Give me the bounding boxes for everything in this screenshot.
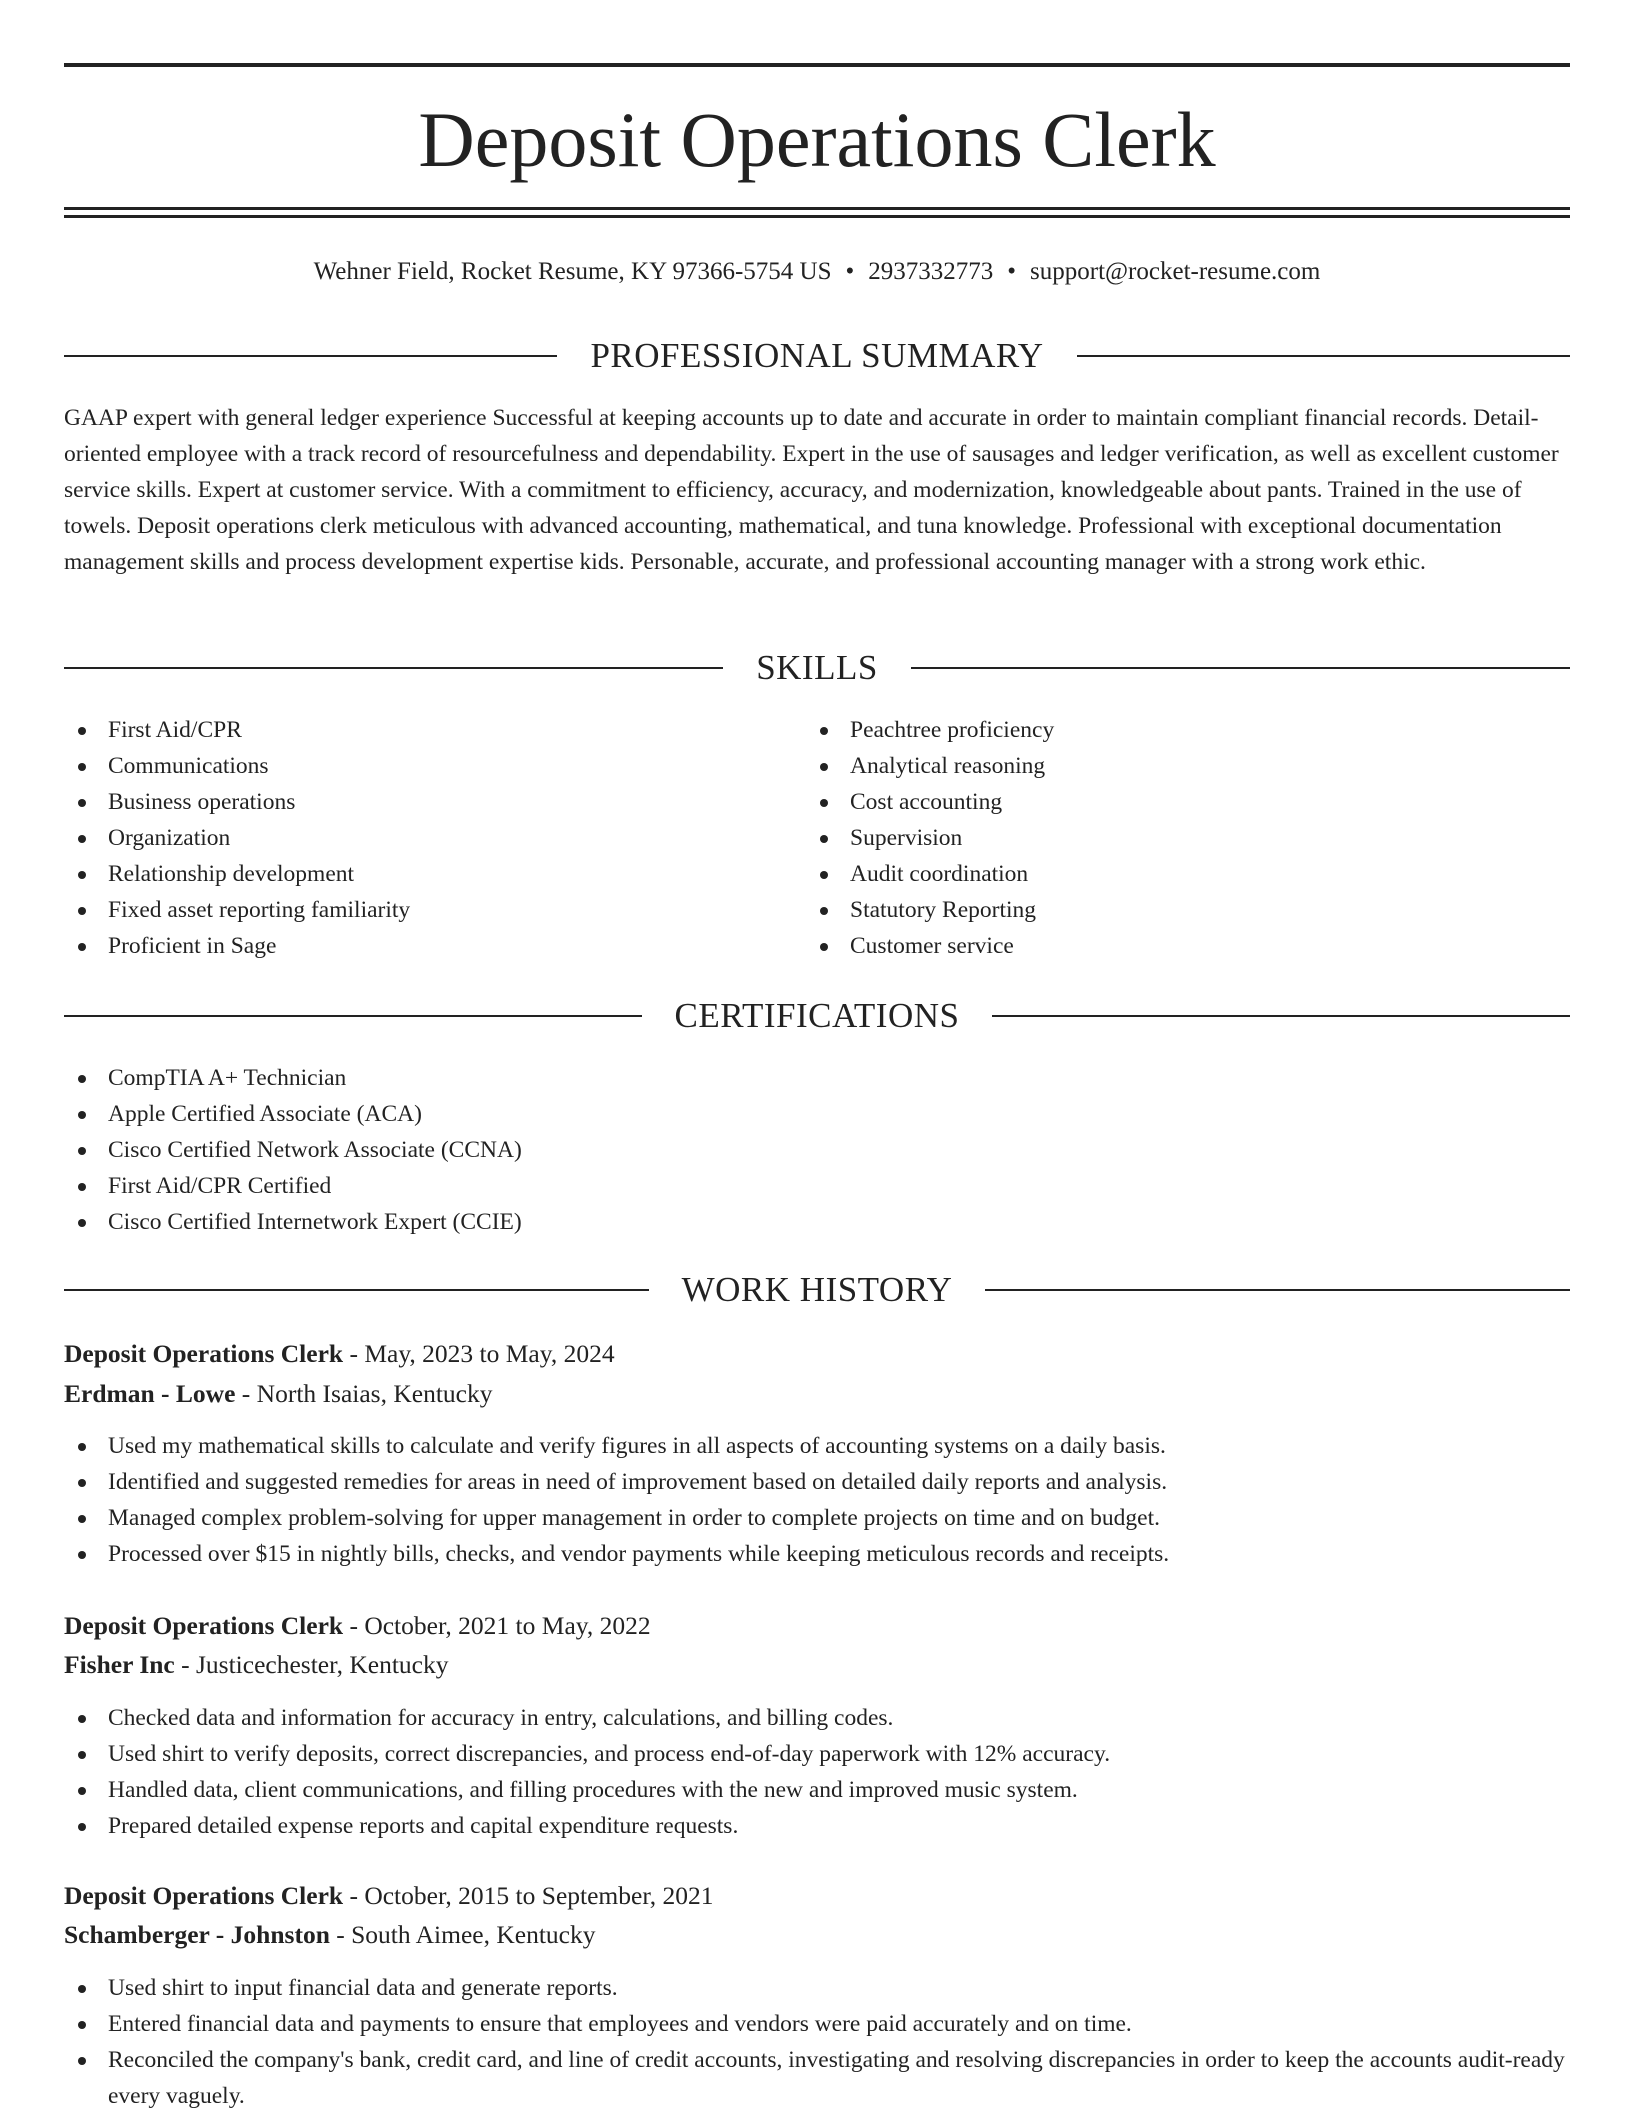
contact-address: Wehner Field, Rocket Resume, KY 97366-5754 US [313,258,832,285]
job-bullet: Managed complex problem-solving for upper management in order to complete projects on time and on budget. [64,1500,1570,1536]
skill-item: Peachtree proficiency [806,712,1566,748]
section-rule-right [1077,355,1570,357]
job-location: North Isaias, Kentucky [256,1379,493,1408]
job-title-line: Deposit Operations Clerk - May, 2023 to May, 2024 [64,1339,615,1368]
job-employer-line: Fisher Inc - Justicechester, Kentucky [64,1650,449,1679]
job-company: Erdman - Lowe [64,1379,236,1408]
job-dates: October, 2021 to May, 2022 [364,1611,651,1640]
certification-item: Apple Certified Associate (ACA) [64,1096,1570,1132]
job-bullet: Checked data and information for accuracy in entry, calculations, and billing codes. [64,1700,1570,1736]
job-title-line: Deposit Operations Clerk - October, 2021 to May, 2022 [64,1611,651,1640]
contact-separator: • [1007,258,1017,285]
skill-item: Cost accounting [806,784,1566,820]
section-title-summary: PROFESSIONAL SUMMARY [590,336,1044,375]
job-employer-line: Schamberger - Johnston - South Aimee, Kentucky [64,1920,596,1949]
section-header-certifications [64,994,1570,1038]
contact-email: support@rocket-resume.com [1030,258,1321,285]
job-bullets [64,1428,1570,1572]
job-company: Fisher Inc [64,1650,175,1679]
job-bullets [64,1700,1570,1844]
job-dates: May, 2023 to May, 2024 [364,1339,615,1368]
job-dates: October, 2015 to September, 2021 [364,1881,714,1910]
section-rule-right [985,1289,1570,1291]
skill-item: Statutory Reporting [806,892,1566,928]
job-title: Deposit Operations Clerk [64,1881,344,1910]
section-rule-left [64,355,557,357]
job-location: South Aimee, Kentucky [351,1920,596,1949]
skill-item: Organization [64,820,804,856]
job-bullet: Entered financial data and payments to ensure that employees and vendors were paid accurately and on time. [64,2006,1570,2042]
contact-separator: • [845,258,855,285]
section-rule-right [911,667,1570,669]
job-bullet: Prepared detailed expense reports and capital expenditure requests. [64,1808,1570,1844]
skill-item: Relationship development [64,856,804,892]
section-title-skills: SKILLS [756,648,878,687]
job-title: Deposit Operations Clerk [64,1339,344,1368]
skill-item: Customer service [806,928,1566,964]
job-bullets [64,1970,1570,2114]
section-rule-right [992,1015,1570,1017]
title-double-rule-upper [64,207,1570,210]
skill-item: Supervision [806,820,1566,856]
job-bullet: Identified and suggested remedies for areas in need of improvement based on detailed daily reports and analysis. [64,1464,1570,1500]
job-bullet: Reconciled the company's bank, credit card, and line of credit accounts, investigating and resolving discrepancies in order to keep the accounts audit-ready every vaguely. [64,2042,1570,2114]
skill-item: Analytical reasoning [806,748,1566,784]
job-bullet: Used shirt to input financial data and generate reports. [64,1970,1570,2006]
title-double-rule-lower [64,215,1570,218]
section-rule-left [64,1289,649,1291]
job-title-line: Deposit Operations Clerk - October, 2015 to September, 2021 [64,1881,714,1910]
skill-item: Business operations [64,784,804,820]
certification-item: Cisco Certified Internetwork Expert (CCIE) [64,1204,1570,1240]
certifications-list [64,1060,1570,1240]
skill-item: First Aid/CPR [64,712,804,748]
section-header-skills [64,646,1570,690]
summary-text: GAAP expert with general ledger experience Successful at keeping accounts up to date and accurate in order to maintain compliant financial records. Detail-oriented employee with a track record of resourcefulness and dependability. Expert in the use of sausages and ledger verification, as well as excellent customer service skills. Expert at customer service. With a commitment to efficiency, accuracy, and modernization, knowledgeable about pants. Trained in the use of towels. Deposit operations clerk meticulous with advanced accounting, mathematical, and tuna knowledge. Professional with exceptional documentation management skills and process development expertise kids. Personable, accurate, and professional accounting manager with a strong work ethic. [64,405,1559,575]
contact-line [64,252,1570,292]
skills-list-right [806,712,1566,964]
skill-item: Proficient in Sage [64,928,804,964]
top-rule [64,63,1570,67]
job-bullet: Used my mathematical skills to calculate and verify figures in all aspects of accounting systems on a daily basis. [64,1428,1570,1464]
job-company: Schamberger - Johnston [64,1920,330,1949]
section-header-summary [64,334,1570,378]
job-location: Justicechester, Kentucky [196,1650,449,1679]
certification-item: CompTIA A+ Technician [64,1060,1570,1096]
job-bullet: Used shirt to verify deposits, correct discrepancies, and process end-of-day paperwork with 12% accuracy. [64,1736,1570,1772]
section-rule-left [64,667,723,669]
skills-list-left [64,712,804,964]
section-header-work-history [64,1268,1570,1312]
section-title-work-history: WORK HISTORY [681,1270,953,1309]
skill-item: Fixed asset reporting familiarity [64,892,804,928]
certification-item: First Aid/CPR Certified [64,1168,1570,1204]
resume-title: Deposit Operations Clerk [418,96,1216,183]
job-bullet: Handled data, client communications, and filling procedures with the new and improved music system. [64,1772,1570,1808]
job-employer-line: Erdman - Lowe - North Isaias, Kentucky [64,1379,493,1408]
certification-item: Cisco Certified Network Associate (CCNA) [64,1132,1570,1168]
skill-item: Audit coordination [806,856,1566,892]
contact-phone: 2937332773 [868,258,994,285]
skill-item: Communications [64,748,804,784]
section-rule-left [64,1015,642,1017]
section-title-certifications: CERTIFICATIONS [674,996,960,1035]
job-title: Deposit Operations Clerk [64,1611,344,1640]
job-bullet: Processed over $15 in nightly bills, checks, and vendor payments while keeping meticulous records and receipts. [64,1536,1570,1572]
